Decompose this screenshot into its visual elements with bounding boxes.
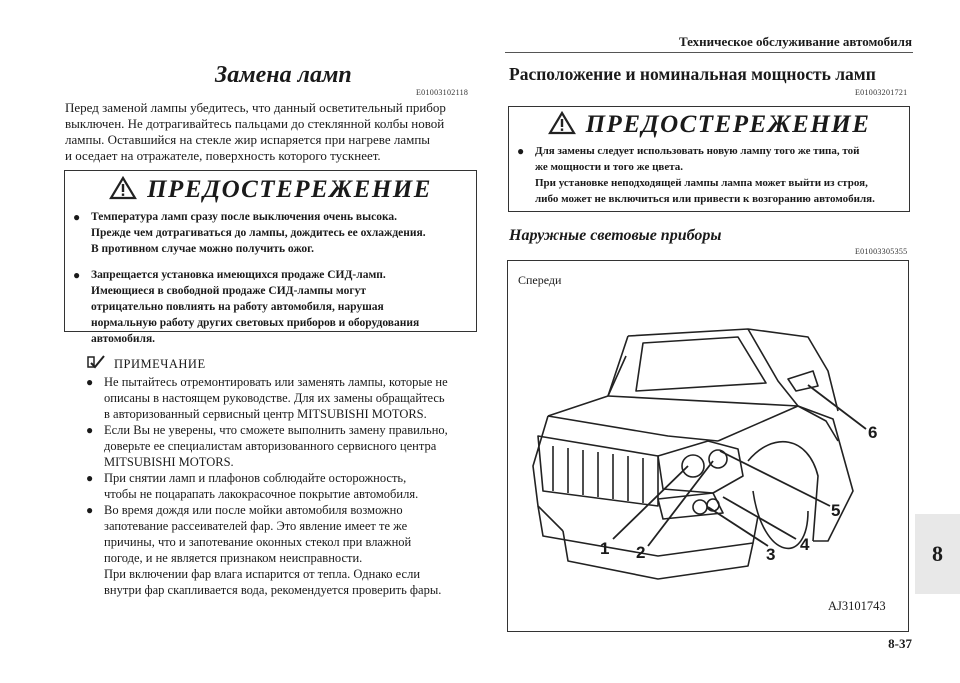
warning-line: автомобиля. [91, 333, 156, 345]
bullet-icon: ● [517, 144, 525, 158]
subsection-code: E01003305355 [855, 247, 908, 256]
subsection-title-exterior-lights: Наружные световые приборы [509, 227, 722, 244]
warning-line: Для замены следует использовать новую лампу того же типа, той [535, 145, 860, 157]
warning-line: нормальную работу других световых приборов и оборудования [91, 317, 420, 329]
section-code: E01003201721 [855, 88, 908, 97]
section-code: E01003102118 [416, 88, 469, 97]
note-line: описаны в настоящем руководстве. Для их замены обращайтесь [104, 391, 445, 405]
warning-line: же мощности и того же цвета. [535, 161, 684, 173]
intro-paragraph [65, 100, 485, 164]
warning-line: Прежде чем дотрагиваться до лампы, дождитесь ее охлаждения. [91, 227, 426, 239]
callout-4: 4 [800, 535, 810, 554]
bullet-icon: ● [86, 503, 94, 517]
note-line: При включении фар влага испарится от тепла. Однако если [104, 567, 421, 581]
note-line: внутри фар скапливается вода, рекомендуется проверить фары. [104, 583, 442, 597]
note-list [86, 374, 486, 598]
intro-line: лампы. Оставшийся на стекле жир испаряется при нагреве лампы [65, 132, 431, 147]
bullet-icon: ● [86, 471, 94, 485]
warning-box-right [508, 106, 910, 212]
warning-line: Запрещается установка имеющихся продаже СИД-ламп. [91, 269, 386, 281]
intro-line: Перед заменой лампы убедитесь, что данный осветительный прибор [65, 100, 446, 115]
warning-line: отрицательно повлиять на работу автомобиля, нарушая [91, 301, 384, 313]
warning-title: ПРЕДОСТЕРЕЖЕНИЕ [585, 111, 871, 138]
note-line: Во время дождя или после мойки автомобиля возможно [104, 503, 403, 517]
note-line: причины, что и запотевание оконных стекол при влажной [104, 535, 412, 549]
warning-line: Температура ламп сразу после выключения очень высока. [91, 211, 398, 223]
running-header: Техническое обслуживание автомобиля [678, 34, 912, 49]
intro-line: и оседает на отражателе, поверхность которого тускнеет. [65, 148, 381, 163]
note-item [86, 422, 486, 470]
note-line: запотевание рассеивателей фар. Это явление имеет те же [104, 519, 408, 533]
warning-triangle-icon [109, 176, 137, 205]
callout-3: 3 [766, 545, 776, 564]
vehicle-front-illustration [508, 261, 908, 631]
bullet-icon: ● [73, 268, 81, 282]
callout-1: 1 [600, 539, 610, 558]
note-label: ПРИМЕЧАНИЕ [114, 357, 206, 371]
note-check-icon [86, 354, 106, 375]
diagram-front-label: Спереди [518, 273, 562, 287]
note-line: погоде, и не является признаком неисправности. [104, 551, 363, 565]
warning-line: При установке неподходящей лампы лампа может выйти из строя, [535, 177, 868, 189]
warning-line: Имеющиеся в свободной продаже СИД-лампы могут [91, 285, 366, 297]
warning-header [65, 171, 476, 209]
note-item [86, 470, 486, 502]
warning-line: В противном случае можно получить ожог. [91, 243, 314, 255]
intro-line: выключен. Не дотрагивайтесь пальцами до стеклянной колбы новой [65, 116, 445, 131]
note-item [86, 502, 486, 598]
warning-triangle-icon [548, 111, 576, 140]
warning-header [509, 107, 909, 143]
figure-code: AJ3101743 [828, 599, 886, 613]
warning-item [73, 209, 468, 257]
callout-5: 5 [831, 501, 841, 520]
warning-title: ПРЕДОСТЕРЕЖЕНИЕ [147, 176, 432, 203]
section-title-lamp-replacement: Замена ламп [215, 62, 352, 88]
note-line: чтобы не поцарапать лакокрасочное покрытие автомобиля. [104, 487, 419, 501]
note-line: При снятии ламп и плафонов соблюдайте осторожность, [104, 471, 407, 485]
callout-6: 6 [868, 423, 878, 442]
note-line: MITSUBISHI MOTORS. [104, 455, 234, 469]
chapter-tab[interactable]: 8 [915, 514, 960, 594]
lamp-location-diagram [507, 260, 909, 632]
note-line: доверьте ее специалистам авторизованного сервисного центра [104, 439, 437, 453]
note-header [86, 354, 206, 375]
note-line: Не пытайтесь отремонтировать или заменять лампы, которые не [104, 375, 448, 389]
warning-item [517, 143, 901, 207]
section-title-lamp-locations: Расположение и номинальная мощность ламп [509, 64, 876, 84]
warning-item [73, 267, 468, 347]
note-item [86, 374, 486, 422]
header-rule [505, 52, 913, 53]
note-line: Если Вы не уверены, что сможете выполнить замену правильно, [104, 423, 448, 437]
callout-2: 2 [636, 543, 646, 562]
note-line: в авторизованный сервисный центр MITSUBISHI MOTORS. [104, 407, 427, 421]
page-number: 8-37 [888, 636, 912, 651]
bullet-icon: ● [73, 210, 81, 224]
warning-box-left [64, 170, 477, 345]
bullet-icon: ● [86, 423, 94, 437]
warning-line: либо может не включиться или привести к возгоранию автомобиля. [535, 193, 875, 205]
bullet-icon: ● [86, 375, 94, 389]
